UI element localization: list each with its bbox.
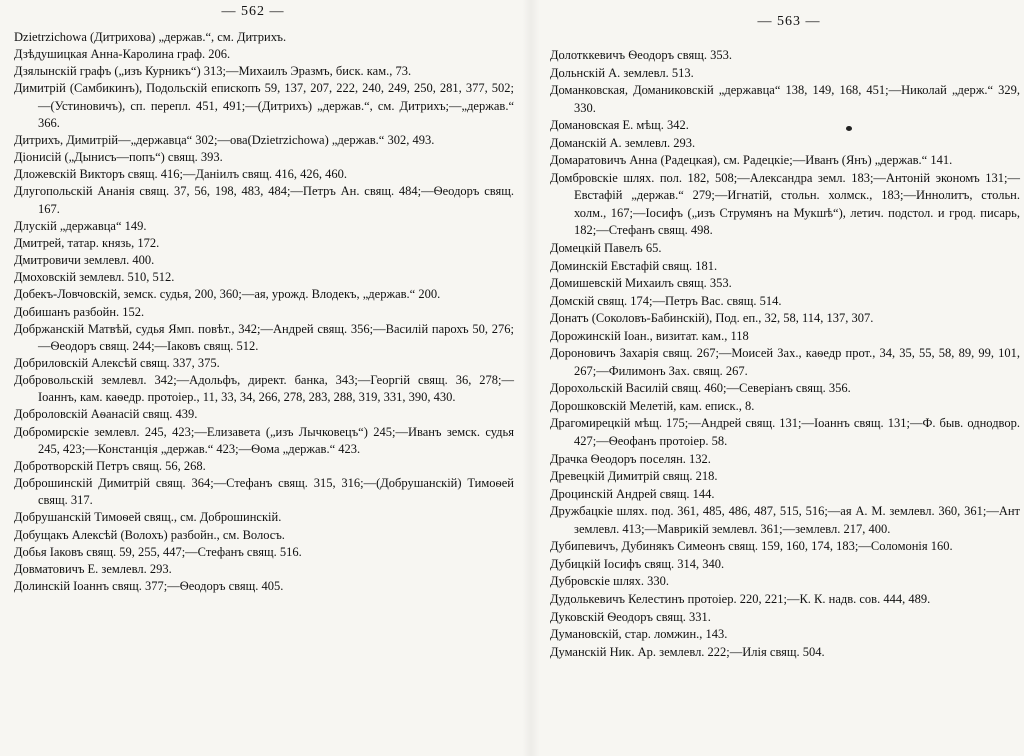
index-entry: Доманскій А. землевл. 293.	[550, 135, 696, 150]
index-entry: Домишевскій Михаилъ свящ. 353.	[550, 276, 732, 291]
left-page	[14, 0, 514, 595]
index-entry: Домецкій Павелъ 65.	[550, 241, 662, 256]
index-entry: Доманковская, Доманиковскій „державца“ 138, 149, 168, 451;—Николай „держ.“ 329, 330.	[550, 83, 1020, 115]
index-entry: Доминскій Евстафій свящ. 181.	[550, 258, 718, 273]
index-entry: Дудолькевичъ Келестинъ протоіер. 220, 221;—К. К. надв. сов. 444, 489.	[550, 591, 931, 606]
index-entry: Добекъ-Ловчовскій, земск. судья, 200, 360;—ая, урожд. Влодекъ, „держав.“ 200.	[14, 287, 441, 302]
index-entry: Дмоховскій землевл. 510, 512.	[14, 270, 175, 285]
index-entry: Добишанъ разбойн. 152.	[14, 304, 145, 319]
index-entry: Добромирскіе землевл. 245, 423;—Елизавета („изъ Лычковецъ“) 245;—Иванъ земск. судья 245, 423;—Констанція „держав.“ 423;—Ѳома „держав.“ 423.	[14, 424, 514, 456]
index-entry: Драчка Ѳеодоръ поселян. 132.	[550, 451, 711, 466]
index-entry: Дубровскіе шлях. 330.	[550, 574, 670, 589]
index-entry: Длускій „державца“ 149.	[14, 218, 147, 233]
book-gutter	[522, 0, 540, 756]
index-entry: Дружбацкіе шлях. под. 361, 485, 486, 487, 515, 516;—ая А. М. землевл. 360, 361;—Ант землевл. 413;—Маврикій землевл. 361;—землевл. 217, 400.	[550, 504, 1020, 536]
index-entry: Домскій свящ. 174;—Петръ Вас. свящ. 514.	[550, 293, 782, 308]
index-entry: Драгомирецкій мѣщ. 175;—Андрей свящ. 131;—Іоаннъ свящ. 131;—Ф. быв. однодвор. 427;—Ѳеофанъ протоіер. 58.	[550, 416, 1020, 449]
index-entry: Добровольскій землевл. 342;—Адольфъ, директ. банка, 343;—Георгій свящ. 36, 278;—Іоаннъ, кам. каѳедр. протоіер., 11, 33, 34, 266, 278, 283, 288, 319, 331, 390, 430.	[14, 373, 514, 405]
index-entry: Древецкій Димитрій свящ. 218.	[550, 469, 718, 484]
index-entry: Діонисій („Дынисъ—попъ“) свящ. 393.	[14, 150, 223, 165]
index-entry: Долинскій Іоаннъ свящ. 377;—Ѳеодоръ свящ. 405.	[14, 579, 284, 593]
index-entry: Добротворскій Петръ свящ. 56, 268.	[14, 458, 206, 473]
index-entry: Думановскій, стар. ломжин., 143.	[550, 627, 728, 642]
index-entry: Длугопольскій Ананія свящ. 37, 56, 198, 483, 484;—Петръ Ан. свящ. 484;—Ѳеодоръ свящ. 167.	[14, 184, 514, 216]
index-entry: Дроцинскій Андрей свящ. 144.	[550, 486, 715, 501]
index-entry-list	[14, 29, 514, 595]
index-entry: Добья Іаковъ свящ. 59, 255, 447;—Стефанъ свящ. 516.	[14, 544, 302, 559]
index-entry: Дорохольскій Василій свящ. 460;—Северіанъ свящ. 356.	[550, 381, 851, 396]
index-entry: Доброшинскій Димитрій свящ. 364;—Стефанъ свящ. 315, 316;—(Добрушанскій) Тимоѳей свящ. 317.	[14, 476, 514, 508]
index-entry: Dzietrzichowa (Дитрихова) „держав.“, см. Дитрихъ.	[14, 30, 287, 44]
index-entry: Димитрій (Самбикинъ), Подольскій епископъ 59, 137, 207, 222, 240, 249, 250, 281, 377, 502;—(Устиновичъ), сп. перепл. 451, 491;—(Дитрихъ) „держав.“, см. Дитрихъ;—„держав.“ 366.	[14, 81, 514, 130]
index-entry: Дорошковскій Мелетій, кам. еписк., 8.	[550, 398, 755, 413]
index-entry: Добриловскій Алексѣй свящ. 337, 375.	[14, 355, 220, 370]
index-entry: Дложевскій Викторъ свящ. 416;—Даніилъ свящ. 416, 426, 460.	[14, 167, 347, 182]
index-entry: Дорожинскій Іоан., визитат. кам., 118	[550, 328, 749, 343]
index-entry: Дороновичъ Захарія свящ. 267;—Моисей Зах., каѳедр прот., 34, 35, 55, 58, 89, 99, 101, 267;—Филимонъ Зах. свящ. 267.	[550, 346, 1020, 378]
right-page	[550, 0, 1020, 661]
index-entry: Доброловскій Аѳанасій свящ. 439.	[14, 407, 198, 422]
index-entry: Дубицкій Іосифъ свящ. 314, 340.	[550, 556, 725, 571]
index-entry: Дубипевичъ, Дубинякъ Симеонъ свящ. 159, 160, 174, 183;—Соломонія 160.	[550, 539, 953, 554]
index-entry: Добущакъ Алексѣй (Волохъ) разбойн., см. Волосъ.	[14, 527, 285, 542]
index-entry: Донатъ (Соколовъ-Бабинскій), Под. еп., 32, 58, 114, 137, 307.	[550, 311, 874, 326]
index-entry: Дзялынскій графъ („изъ Курникъ“) 313;—Михаилъ Эразмъ, биск. кам., 73.	[14, 64, 412, 79]
index-entry: Долотккевичъ Ѳеодоръ свящ. 353.	[550, 48, 732, 62]
index-entry: Дольнскій А. землевл. 513.	[550, 65, 694, 80]
index-entry: Добржанскій Матвѣй, судья Ямп. повѣт., 342;—Андрей свящ. 356;—Василій парохъ 50, 276;—Ѳеодоръ свящ. 244;—Іаковъ свящ. 512.	[14, 321, 514, 353]
index-entry: Довматовичъ Е. землевл. 293.	[14, 561, 172, 576]
page-number: — 563 —	[757, 14, 821, 29]
index-entry: Добрушанскій Тимоѳей свящ., см. Доброшинскій.	[14, 510, 282, 525]
index-entry: Домбровскіе шлях. пол. 182, 508;—Александра земл. 183;—Антоній экономъ 131;—Евстафій „держав.“ 279;—Игнатій, стольн. холмск., 183;—Иннолитъ, стольн. холм., 167;—Іосифъ („изъ Струмянъ на Мукшѣ“), летич. подстол. и грод. писарь, 182;—Стефанъ свящ. 498.	[550, 170, 1020, 238]
index-entry: Дитрихъ, Димитрій—„державца“ 302;—ова(Dzietrzichowa) „держав.“ 302, 493.	[14, 132, 435, 147]
index-entry: Домановская Е. мѣщ. 342.	[550, 118, 689, 133]
index-entry-list	[550, 47, 1020, 661]
index-entry: Дуковскій Ѳеодоръ свящ. 331.	[550, 609, 711, 624]
index-entry: Дмитрей, татар. князь, 172.	[14, 235, 160, 250]
index-entry: Думанскій Ник. Ар. землевл. 222;—Илія свящ. 504.	[550, 644, 825, 659]
ink-spot	[846, 126, 852, 131]
index-entry: Домаратовичъ Анна (Радецкая), см. Радецкіе;—Иванъ (Янъ) „держав.“ 141.	[550, 153, 953, 168]
index-entry: Дмитровичи землевл. 400.	[14, 253, 155, 268]
page-number: — 562 —	[221, 4, 285, 19]
index-entry: Дзѣдушицкая Анна-Каролина граф. 206.	[14, 47, 231, 62]
